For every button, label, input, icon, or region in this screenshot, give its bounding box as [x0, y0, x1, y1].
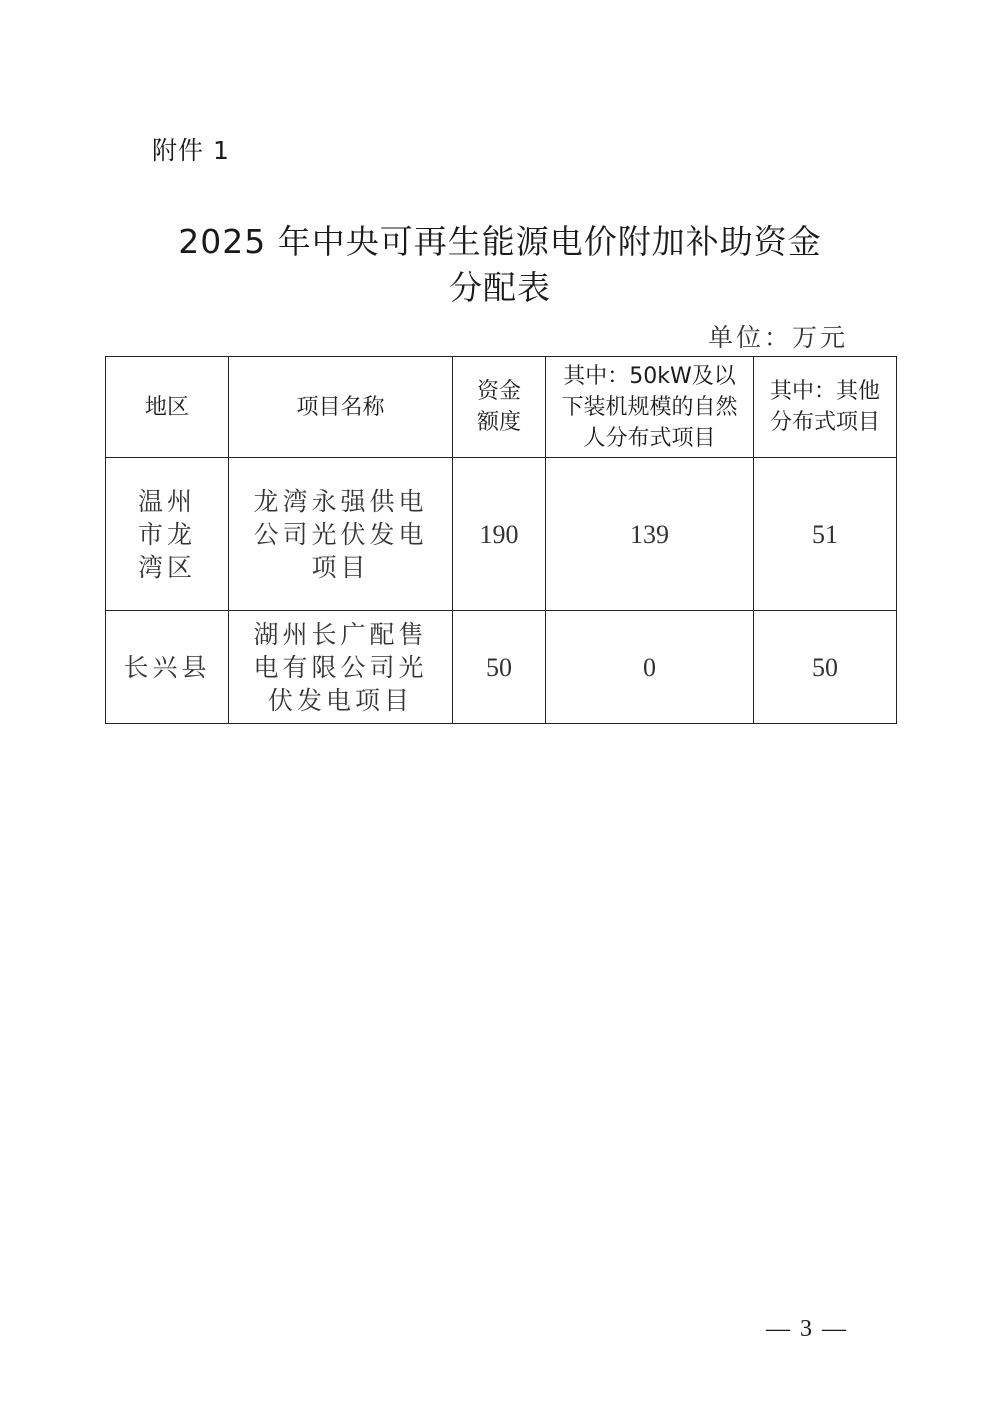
header-fund-amount: 资金额度	[453, 357, 546, 458]
cell-region: 长兴县	[106, 611, 229, 724]
cell-project-name: 湖州长广配售电有限公司光伏发电项目	[229, 611, 453, 724]
header-project-name: 项目名称	[229, 357, 453, 458]
allocation-table	[105, 356, 897, 724]
cell-other-amount: 50	[754, 611, 897, 724]
cell-other-amount: 51	[754, 458, 897, 611]
document-title-line2: 分配表	[449, 268, 551, 307]
cell-project-name: 龙湾永强供电公司光伏发电项目	[229, 458, 453, 611]
cell-natural-person-amount: 0	[546, 611, 754, 724]
table-row	[106, 458, 897, 611]
header-natural-person-projects: 其中：50kW及以下装机规模的自然人分布式项目	[546, 357, 754, 458]
header-other-projects: 其中：其他分布式项目	[754, 357, 897, 458]
table-header-row	[106, 357, 897, 458]
table-row	[106, 611, 897, 724]
document-title-line1: 2025 年中央可再生能源电价附加补助资金	[178, 222, 822, 261]
cell-region: 温州市龙湾区	[106, 458, 229, 611]
cell-fund-amount: 50	[453, 611, 546, 724]
attachment-label: 附件 1	[152, 136, 230, 165]
header-region: 地区	[106, 357, 229, 458]
page-number: — 3 —	[766, 1316, 848, 1342]
cell-fund-amount: 190	[453, 458, 546, 611]
cell-natural-person-amount: 139	[546, 458, 754, 611]
unit-note: 单位：万元	[707, 323, 848, 352]
